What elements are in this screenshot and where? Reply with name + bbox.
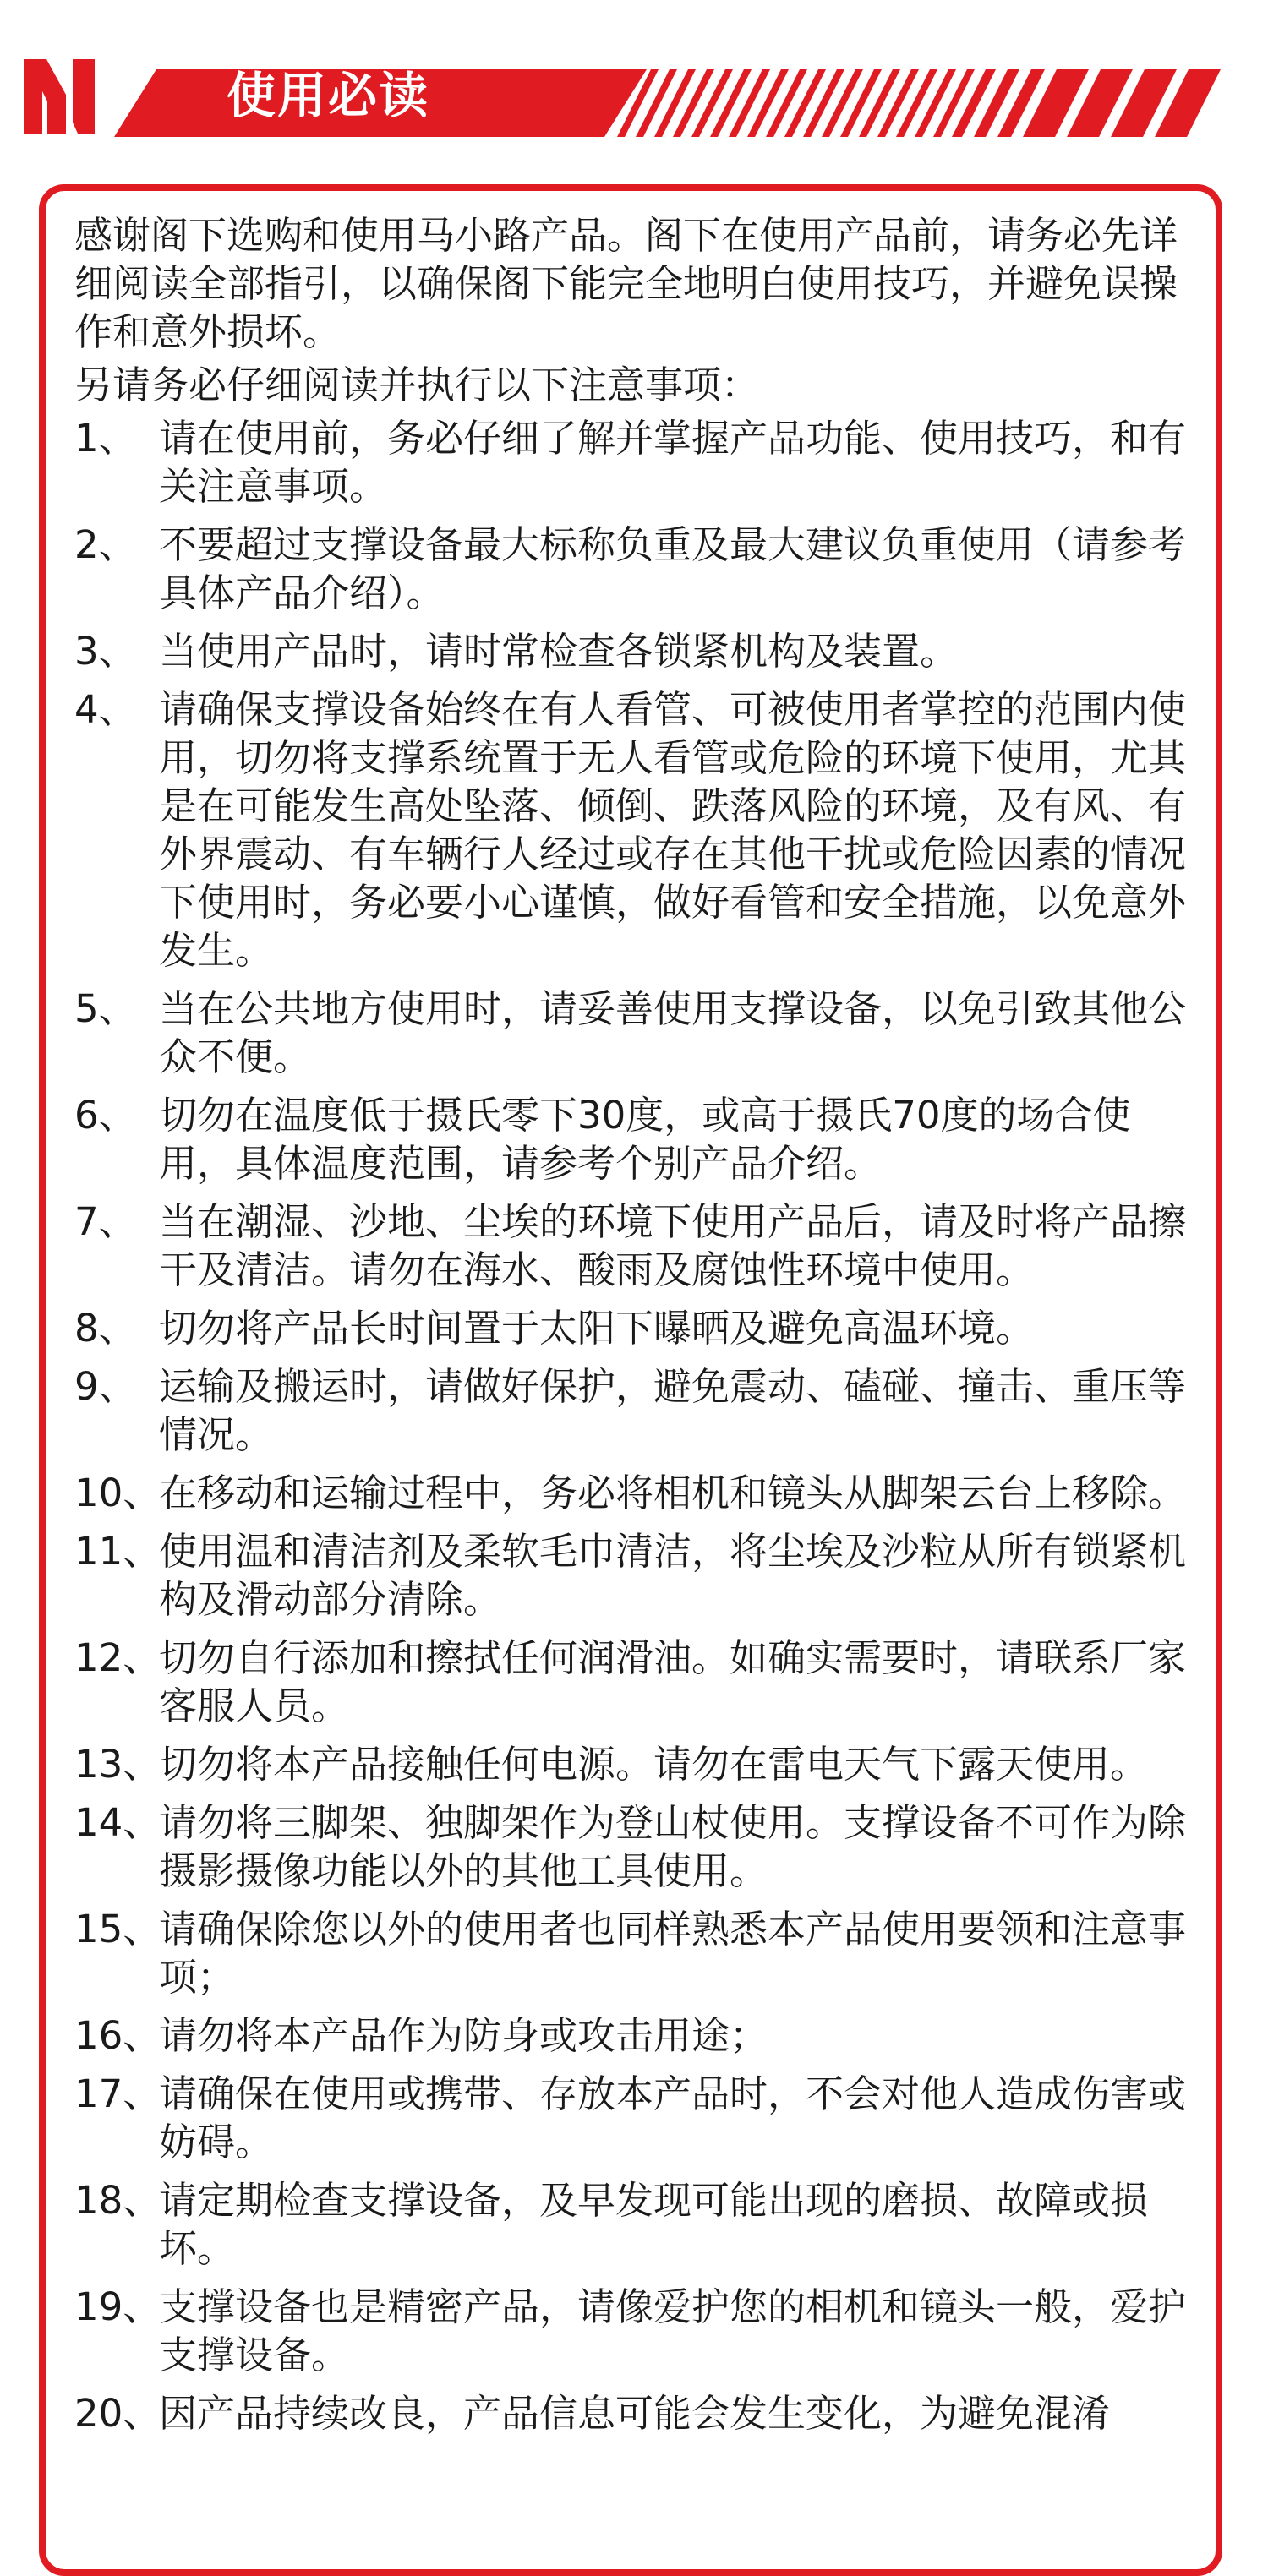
list-item: [74, 2176, 1190, 2273]
brand-logo-icon: [24, 59, 95, 134]
intro: [74, 211, 1190, 409]
item-text: 请确保在使用或携带、存放本产品时，不会对他人造成伤害或妨碍。: [159, 2071, 1187, 2164]
list-item: [74, 1091, 1190, 1187]
item-number: 6、: [74, 1093, 137, 1138]
item-number: 2、: [74, 522, 137, 567]
banner-stripes-decoration: [617, 69, 1221, 137]
item-number: 17、: [74, 2071, 161, 2116]
item-text: 使用温和清洁剂及柔软毛巾清洁，将尘埃及沙粒从所有锁紧机构及滑动部分清除。: [159, 1529, 1187, 1622]
item-number: 4、: [74, 687, 137, 732]
intro-lead: 另请务必仔细阅读并执行以下注意事项：: [74, 363, 760, 407]
item-number: 13、: [74, 1742, 161, 1787]
section-header: [0, 0, 1268, 169]
item-number: 12、: [74, 1635, 161, 1680]
item-text: 请勿将三脚架、独脚架作为登山杖使用。支撑设备不可作为除摄影摄像功能以外的其他工具使用。: [159, 1800, 1187, 1893]
list-item: [74, 685, 1190, 974]
item-text: 请定期检查支撑设备，及早发现可能出现的磨损、故障或损坏。: [159, 2178, 1149, 2271]
list-item: [74, 985, 1190, 1081]
list-item: [74, 1198, 1190, 1294]
item-number: 19、: [74, 2284, 161, 2329]
item-text: 不要超过支撑设备最大标称负重及最大建议负重使用（请参考具体产品介绍）。: [159, 522, 1187, 615]
item-text: 因产品持续改良，产品信息可能会发生变化，为避免混淆: [159, 2391, 1111, 2436]
item-text: 在移动和运输过程中，务必将相机和镜头从脚架云台上移除。: [159, 1471, 1187, 1515]
list-item: [74, 2070, 1190, 2166]
item-number: 7、: [74, 1199, 137, 1244]
list-item: [74, 521, 1190, 617]
list-item: [74, 1905, 1190, 2001]
list-item: [74, 414, 1190, 510]
item-text: 当在公共地方使用时，请妥善使用支撑设备，以免引致其他公众不便。: [159, 986, 1187, 1079]
item-text: 请勿将本产品作为防身或攻击用途；: [159, 2013, 768, 2058]
item-number: 18、: [74, 2178, 161, 2223]
item-number: 5、: [74, 986, 137, 1031]
item-number: 9、: [74, 1364, 137, 1409]
item-number: 1、: [74, 416, 137, 461]
item-text: 请确保除您以外的使用者也同样熟悉本产品使用要领和注意事项；: [159, 1907, 1187, 2000]
intro-paragraph: 感谢阁下选购和使用马小路产品。阁下在使用产品前，请务必先详细阅读全部指引，以确保阁下能完全地明白使用技巧，并避免误操作和意外损坏。: [74, 213, 1178, 354]
item-text: 切勿在温度低于摄氏零下30度，或高于摄氏70度的场合使用，具体温度范围，请参考个别产品介绍。: [159, 1093, 1131, 1186]
item-text: 切勿将本产品接触任何电源。请勿在雷电天气下露天使用。: [159, 1742, 1149, 1787]
list-item: [74, 2283, 1190, 2379]
list-item: [74, 1527, 1190, 1624]
item-number: 14、: [74, 1800, 161, 1845]
list-item: [74, 1798, 1190, 1895]
list-item: [74, 2011, 1190, 2060]
item-number: 10、: [74, 1471, 161, 1515]
item-number: 15、: [74, 1907, 161, 1951]
list-item: [74, 1469, 1190, 1517]
list-item: [74, 1740, 1190, 1788]
item-number: 8、: [74, 1306, 137, 1351]
item-text: 支撑设备也是精密产品，请像爱护您的相机和镜头一般，爱护支撑设备。: [159, 2284, 1187, 2377]
list-item: [74, 627, 1190, 675]
header-banner-graphic: [0, 0, 1268, 169]
item-text: 请在使用前，务必仔细了解并掌握产品功能、使用技巧，和有关注意事项。: [159, 416, 1187, 509]
item-text: 当在潮湿、沙地、尘埃的环境下使用产品后，请及时将产品擦干及清洁。请勿在海水、酸雨及腐蚀性环境中使用。: [159, 1199, 1187, 1292]
item-text: 运输及搬运时，请做好保护，避免震动、磕碰、撞击、重压等情况。: [159, 1364, 1187, 1457]
item-text: 当使用产品时，请时常检查各锁紧机构及装置。: [159, 629, 959, 674]
item-number: 11、: [74, 1529, 161, 1574]
item-text: 切勿自行添加和擦拭任何润滑油。如确实需要时，请联系厂家客服人员。: [159, 1635, 1187, 1728]
item-number: 20、: [74, 2391, 161, 2436]
list-item: [74, 2389, 1190, 2437]
item-number: 16、: [74, 2013, 161, 2058]
list-item: [74, 1634, 1190, 1730]
page-title: 使用必读: [227, 67, 430, 124]
list-item: [74, 1362, 1190, 1459]
item-text: 切勿将产品长时间置于太阳下曝晒及避免高温环境。: [159, 1306, 1035, 1351]
list-item: [74, 1304, 1190, 1352]
notice-content: [74, 211, 1190, 2448]
item-text: 请确保支撑设备始终在有人看管、可被使用者掌控的范围内使用，切勿将支撑系统置于无人看管或危险的环境下使用，尤其是在可能发生高处坠落、倾倒、跌落风险的环境，及有风、有外界震动、有车辆行人经过或存在其他干扰或危险因素的情况下使用时，务必要小心谨慎，做好看管和安全措施，以免意外发生。: [159, 687, 1187, 973]
item-number: 3、: [74, 629, 137, 674]
notes-list: [74, 414, 1190, 2437]
